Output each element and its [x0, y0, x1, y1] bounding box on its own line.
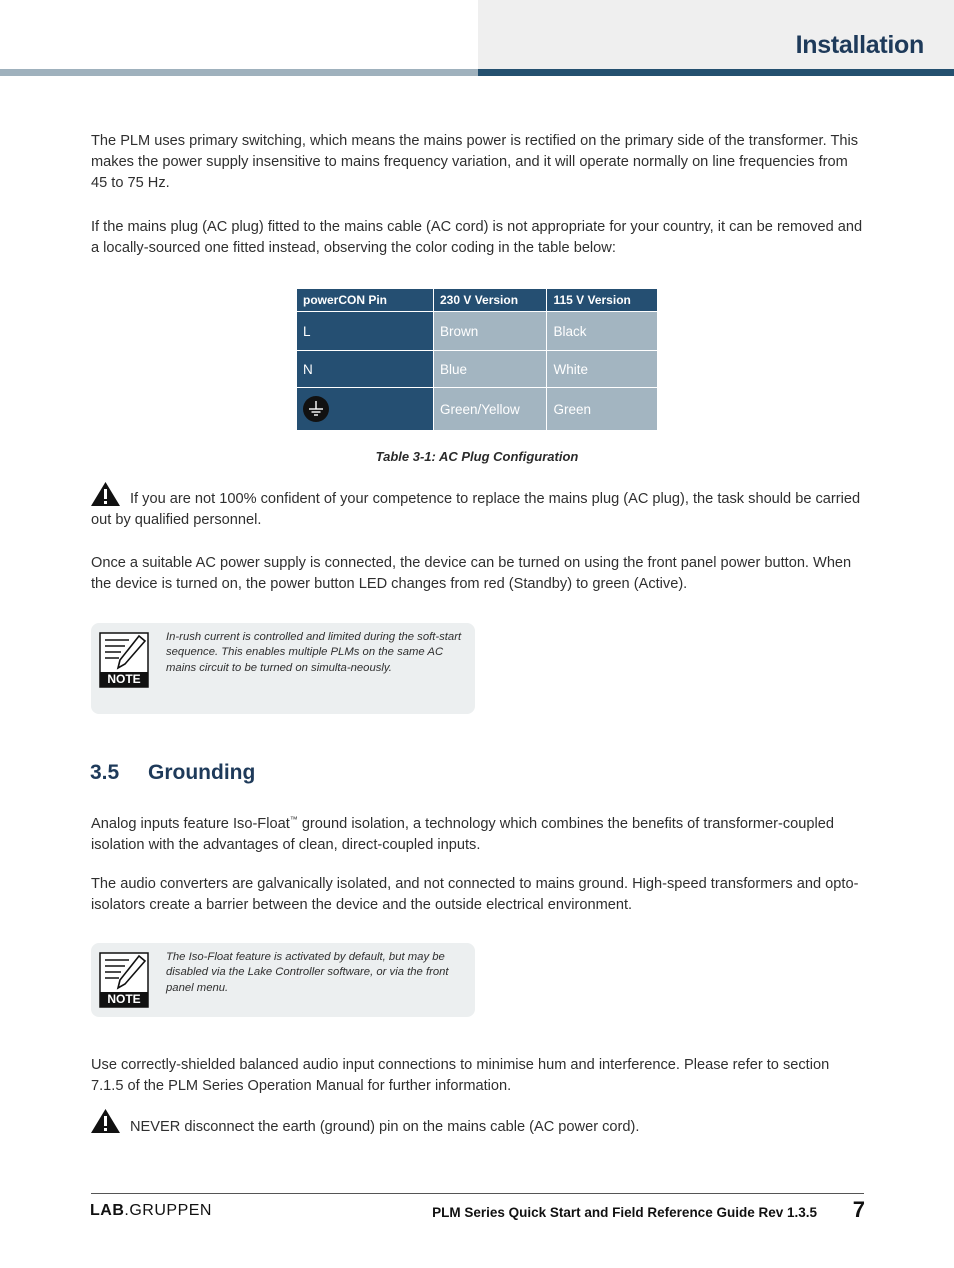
section-heading — [90, 761, 255, 785]
paragraph-shielded-connections: Use correctly-shielded balanced audio input connections to minimise hum and interference. Please refer to section 7.1.5 of the PLM Series Operation Manual for further information. — [91, 1057, 830, 1094]
table-row — [297, 351, 658, 388]
page-number: 7 — [852, 1197, 865, 1222]
note-text-inrush: In-rush current is controlled and limited during the soft-start sequence. This enables multiple PLMs on the same AC mains circuit to be turned on simulta-neously. — [166, 631, 462, 674]
header-rule-right — [478, 69, 954, 76]
note-text-iso-float: The Iso-Float feature is activated by default, but may be disabled via the Lake Controller software, or via the front panel menu. — [166, 951, 449, 994]
iso-float-text-post: ground isolation, a technology which combines the benefits of transformer-coupled isolation with the advantages of clean, direct-coupled inputs. — [91, 815, 834, 853]
table-row — [297, 312, 658, 351]
table-cell-230v: Blue — [434, 351, 547, 388]
table-cell-115v: Green — [547, 388, 658, 431]
paragraph-mains-plug: If the mains plug (AC plug) fitted to the mains cable (AC cord) is not appropriate for your country, it can be removed and a locally-sourced one fitted instead, observing the color coding in the table below: — [91, 219, 863, 256]
table-cell-pin: N — [297, 351, 434, 388]
table-header-pin: powerCON Pin — [297, 289, 434, 312]
section-title: Grounding — [148, 761, 256, 784]
table-cell-115v: White — [547, 351, 658, 388]
section-number: 3.5 — [90, 761, 120, 784]
paragraph-warning-earth-pin: NEVER disconnect the earth (ground) pin on the mains cable (AC power cord). — [130, 1119, 640, 1135]
paragraph-iso-float — [91, 809, 863, 856]
table-header-230v: 230 V Version — [434, 289, 547, 312]
table-caption: Table 3-1: AC Plug Configuration — [375, 449, 579, 464]
table-cell-115v: Black — [547, 312, 658, 351]
note-label: NOTE — [107, 672, 141, 686]
iso-float-text-pre: Analog inputs feature Iso-Float — [91, 815, 290, 832]
footer-guide-title: PLM Series Quick Start and Field Reference Guide Rev 1.3.5 — [432, 1205, 817, 1220]
footer-rule — [91, 1193, 864, 1194]
paragraph-warning-qualified: If you are not 100% confident of your competence to replace the mains plug (AC plug), the task should be carried out by qualified personnel. — [91, 491, 861, 528]
table-cell-pin — [297, 388, 434, 431]
logo-gruppen: .GRUPPEN — [124, 1202, 212, 1219]
paragraph-primary-switching: The PLM uses primary switching, which means the mains power is rectified on the primary side of the transformer. This makes the power supply insensitive to mains frequency variation, and it will operate normally on line frequencies from 45 to 75 Hz. — [91, 133, 859, 191]
header-rule-left — [0, 69, 478, 76]
table-row — [297, 388, 658, 431]
note-box-iso-float — [91, 943, 475, 1017]
table-cell-230v: Green/Yellow — [434, 388, 547, 431]
table-header-115v: 115 V Version — [547, 289, 658, 312]
note-box-inrush — [91, 623, 475, 714]
ac-plug-table — [296, 288, 658, 431]
logo-lab: LAB — [90, 1202, 125, 1219]
table-header-row — [297, 289, 658, 312]
lab-gruppen-logo — [90, 1202, 212, 1220]
ground-icon — [303, 396, 329, 422]
table-cell-pin: L — [297, 312, 434, 351]
note-label: NOTE — [107, 992, 141, 1006]
warning-icon — [90, 1108, 121, 1134]
trademark-symbol: ™ — [289, 815, 298, 824]
page-title: Installation — [795, 31, 924, 59]
paragraph-power-on: Once a suitable AC power supply is connected, the device can be turned on using the front panel power button. When the device is turned on, the power button LED changes from red (Standby) to green (Active). — [91, 555, 852, 592]
table-cell-230v: Brown — [434, 312, 547, 351]
paragraph-galvanic-isolation: The audio converters are galvanically isolated, and not connected to mains ground. High-speed transformers and opto-isolators create a barrier between the device and the outside electrical environment. — [91, 876, 859, 913]
